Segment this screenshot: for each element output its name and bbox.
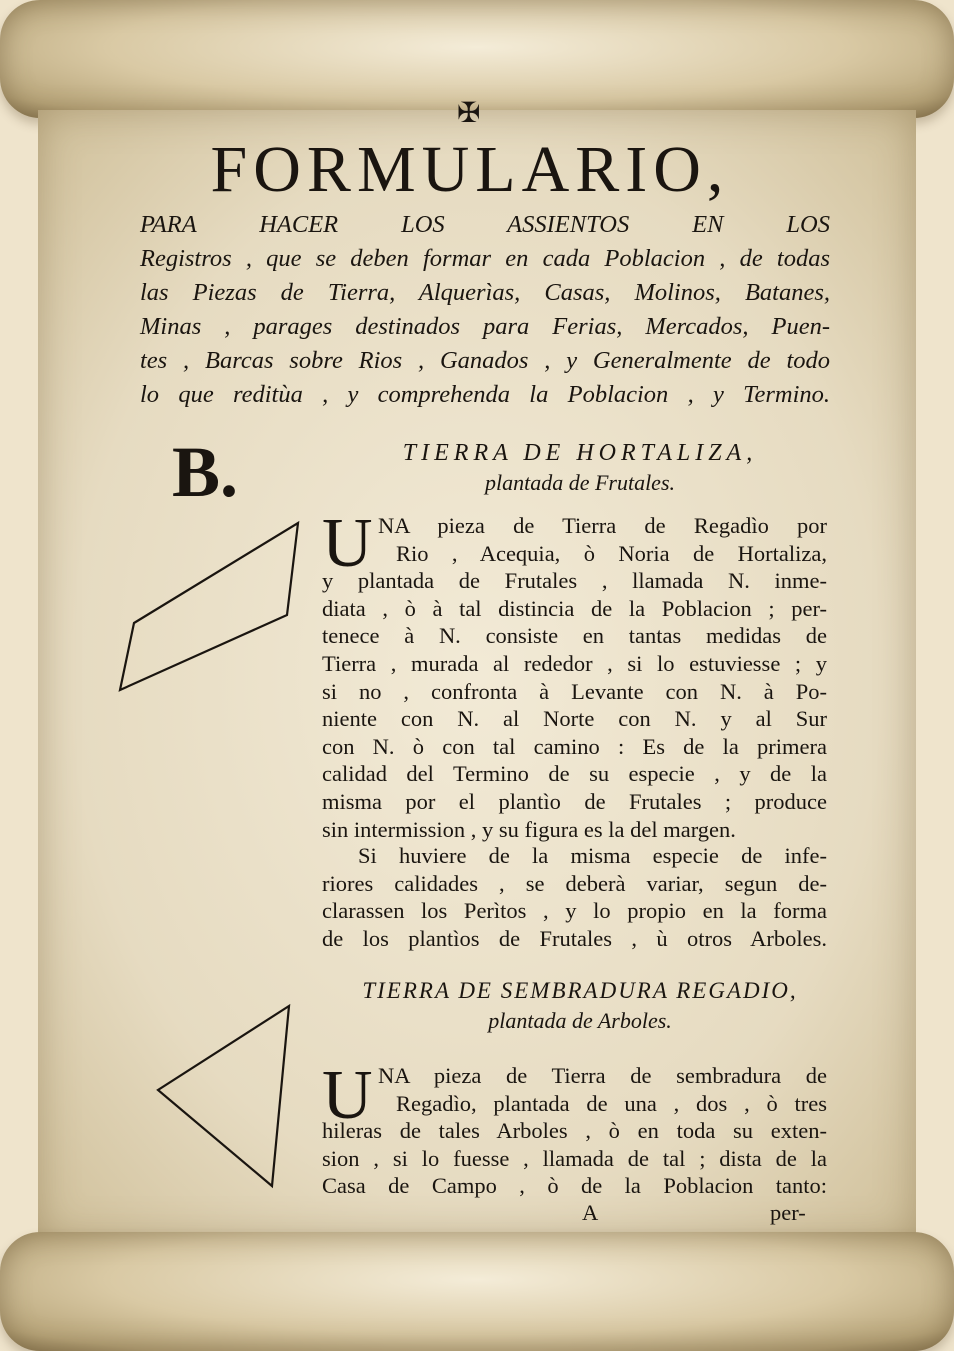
text-line: clarassen los Perìtos , y lo propio en la forma (322, 898, 827, 924)
text-line: con N. ò con tal camino : Es de la primera (322, 733, 827, 759)
section1-paragraph (322, 505, 827, 843)
section2-heading: TIERRA DE SEMBRADURA REGADIO, (362, 978, 798, 1003)
parallelogram-figure (112, 515, 307, 695)
text-line: NA pieza de Tierra de sembradura de (378, 1063, 827, 1088)
subtitle-line: Minas , parages destinados para Ferias, Mercados, Puen- (140, 313, 830, 340)
text-line: niente con N. al Norte con N. y al Sur (322, 706, 827, 732)
dropcap-1: U (322, 505, 373, 582)
subtitle-line: lo que reditùa , y comprehenda la Poblacion , y Termino. (140, 381, 830, 408)
text-line: Regadìo, plantada de una , dos , ò tres (396, 1090, 827, 1116)
subtitle (140, 208, 830, 412)
text-line: Casa de Campo , ò de la Poblacion tanto: (322, 1173, 827, 1199)
section-letter: B. (172, 432, 239, 512)
text-line: calidad del Termino de su especie , y de la (322, 761, 827, 787)
text-line: diata , ò à tal distincia de la Poblacion ; per- (322, 595, 827, 621)
dropcap-2: U (322, 1057, 373, 1134)
scroll-bottom-roll (0, 1232, 954, 1351)
text-line: sin intermission , y su figura es la del margen. (322, 816, 736, 842)
text-line: hileras de tales Arboles , ò en toda su exten- (322, 1118, 827, 1144)
text-line: Si huviere de la misma especie de infe- (358, 843, 827, 868)
section1-note (322, 842, 827, 952)
section2-subheading: plantada de Arboles. (488, 1008, 672, 1033)
section1-heading: TIERRA DE HORTALIZA, (402, 440, 758, 466)
subtitle-line: tes , Barcas sobre Rios , Ganados , y Generalmente de todo (140, 347, 830, 374)
text-line: y plantada de Frutales , llamada N. inme- (322, 568, 827, 594)
text-line: Rio , Acequia, ò Noria de Hortaliza, (396, 540, 827, 566)
cross-ornament: ✠ (457, 98, 481, 129)
text-line: misma por el plantìo de Frutales ; produce (322, 788, 827, 814)
text-line: Tierra , murada al rededor , si lo estuviesse ; y (322, 650, 827, 676)
text-line: de los plantìos de Frutales , ù otros Arboles. (322, 925, 827, 951)
page-title: FORMULARIO, (210, 133, 730, 206)
text-line: NA pieza de Tierra de Regadìo por (378, 513, 827, 538)
subtitle-line: Registros , que se deben formar en cada Poblacion , de todas (140, 245, 830, 272)
catchword: per- (770, 1200, 806, 1225)
text-line: sion , si lo fuesse , llamada de tal ; dista de la (322, 1145, 827, 1171)
text-line: si no , confronta à Levante con N. à Po- (322, 678, 827, 704)
text-line: tenece à N. consiste en tantas medidas de (322, 623, 827, 649)
subtitle-line: PARA HACER LOS ASSIENTOS EN LOS (140, 211, 830, 238)
text-line: riores calidades , se deberà variar, segun de- (322, 870, 827, 896)
subtitle-line: las Piezas de Tierra, Alquerìas, Casas, Molinos, Batanes, (140, 279, 830, 306)
signature-mark: A (582, 1200, 599, 1225)
section1-subheading: plantada de Frutales. (484, 470, 676, 495)
section2-paragraph (322, 1057, 827, 1200)
triangle-figure (152, 1000, 297, 1190)
